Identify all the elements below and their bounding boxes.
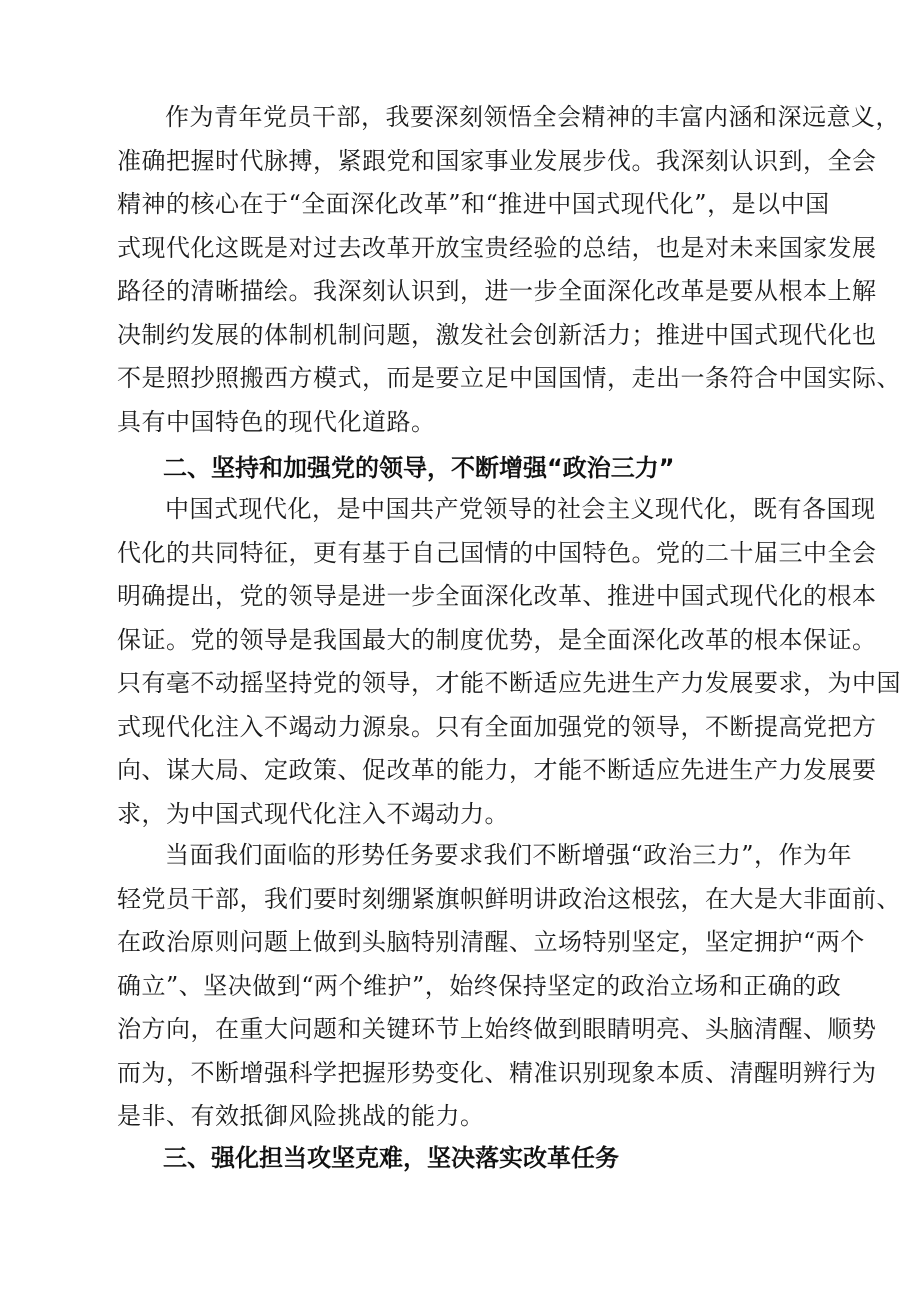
paragraph-line: 准确把握时代脉搏，紧跟党和国家事业发展步伐。我深刻认识到，全会 [117, 146, 877, 175]
paragraph-line: 精神的核心在于“全面深化改革”和“推进中国式现代化”，是以中国 [117, 190, 830, 218]
paragraph-line: 式现代化注入不竭动力源泉。只有全面加强党的领导，不断提高党把方 [117, 712, 877, 741]
paragraph-line: 在政治原则问题上做到头脑特别清醒、立场特别坚定，坚定拥护“两个 [117, 928, 865, 956]
paragraph-line: 作为青年党员干部，我要深刻领悟全会精神的丰富内涵和深远意义， [165, 103, 900, 131]
paragraph-line: 不是照抄照搬西方模式，而是要立足中国国情，走出一条符合中国实际、 [117, 364, 901, 392]
paragraph-line: 明确提出，党的领导是进一步全面深化改革、推进中国式现代化的根本 [117, 582, 877, 610]
paragraph-line: 轻党员干部，我们要时刻绷紧旗帜鲜明讲政治这根弦，在大是大非面前、 [117, 884, 901, 913]
paragraph-line: 中国式现代化，是中国共产党领导的社会主义现代化，既有各国现 [165, 495, 876, 523]
paragraph-line: 保证。党的领导是我国最大的制度优势，是全面深化改革的根本保证。 [117, 625, 877, 654]
paragraph-line: 求，为中国式现代化注入不竭动力。 [117, 799, 509, 828]
paragraph-line: 决制约发展的体制机制问题，激发社会创新活力；推进中国式现代化也 [117, 320, 877, 349]
paragraph-line: 当面我们面临的形势任务要求我们不断增强“政治三力”，作为年 [165, 841, 853, 869]
paragraph-line: 代化的共同特征，更有基于自己国情的中国特色。党的二十届三中全会 [117, 538, 877, 567]
paragraph-line: 而为，不断增强科学把握形势变化、精准识别现象本质、清醒明辨行为 [117, 1058, 877, 1087]
paragraph-line: 路径的清晰描绘。我深刻认识到，进一步全面深化改革是要从根本上解 [117, 277, 877, 305]
paragraph-line: 式现代化这既是对过去改革开放宝贵经验的总结，也是对未来国家发展 [117, 233, 877, 262]
paragraph-line: 确立”、坚决做到“两个维护”，始终保持坚定的政治立场和正确的政 [117, 971, 842, 1000]
paragraph-1 [117, 96, 901, 444]
paragraph-2 [117, 488, 901, 836]
paragraph-line: 向、谋大局、定政策、促改革的能力，才能不断适应先进生产力发展要 [117, 756, 877, 784]
paragraph-line: 治方向，在重大问题和关键环节上始终做到眼睛明亮、头脑清醒、顺势 [117, 1015, 877, 1043]
section-heading-3: 三、强化担当攻坚克难，坚决落实改革任务 [163, 1144, 619, 1172]
section-heading-2: 二、坚持和加强党的领导，不断增强“政治三力” [163, 454, 675, 482]
paragraph-line: 只有毫不动摇坚持党的领导，才能不断适应先进生产力发展要求，为中国 [117, 669, 901, 697]
paragraph-3 [117, 834, 901, 1139]
paragraph-line: 是非、有效抵御风险挑战的能力。 [117, 1102, 485, 1130]
paragraph-line: 具有中国特色的现代化道路。 [117, 407, 436, 436]
